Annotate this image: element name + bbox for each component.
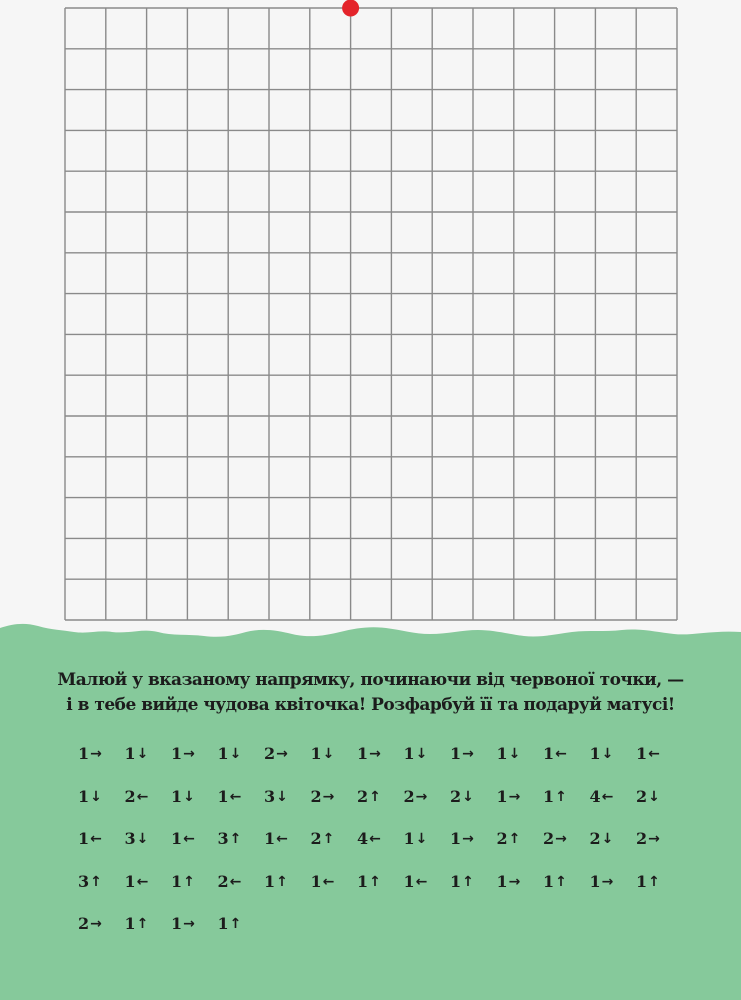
step-count: 2 bbox=[124, 786, 136, 806]
arrow-right-icon: → bbox=[508, 873, 521, 890]
step-count: 2 bbox=[636, 786, 648, 806]
arrow-up-icon: ↑ bbox=[229, 916, 242, 932]
step-item bbox=[125, 786, 172, 808]
step-item bbox=[264, 786, 311, 808]
step-count: 3 bbox=[124, 829, 136, 848]
step-count: 1 bbox=[124, 744, 136, 763]
arrow-right-icon: → bbox=[369, 746, 381, 762]
step-count: 1 bbox=[636, 744, 648, 763]
arrow-left-icon: ← bbox=[136, 873, 149, 890]
step-item bbox=[171, 828, 218, 850]
step-count: 2 bbox=[264, 744, 276, 763]
step-count: 3 bbox=[264, 786, 276, 806]
step-item bbox=[264, 743, 311, 765]
arrow-down-icon: ↓ bbox=[136, 831, 149, 847]
step-count: 1 bbox=[636, 871, 648, 891]
step-count: 1 bbox=[124, 871, 136, 891]
arrow-down-icon: ↓ bbox=[462, 788, 474, 805]
arrow-right-icon: → bbox=[276, 746, 288, 762]
step-count: 3 bbox=[78, 871, 90, 891]
step-count: 2 bbox=[310, 786, 322, 806]
arrow-up-icon: ↑ bbox=[508, 831, 521, 847]
arrow-up-icon: ↑ bbox=[229, 831, 242, 847]
arrow-down-icon: ↓ bbox=[415, 746, 428, 762]
step-item bbox=[125, 913, 172, 935]
step-count: 1 bbox=[543, 871, 555, 891]
step-count: 2 bbox=[217, 871, 229, 891]
step-count: 2 bbox=[543, 829, 555, 848]
step-item bbox=[636, 871, 683, 893]
step-item bbox=[311, 828, 358, 850]
arrow-left-icon: ← bbox=[648, 746, 660, 762]
step-item bbox=[311, 743, 358, 765]
instructions-line-1: Малюй у вказаному напрямку, починаючи від червоної точки, — bbox=[57, 670, 684, 690]
step-item bbox=[636, 786, 683, 808]
arrow-down-icon: ↓ bbox=[136, 746, 149, 762]
arrow-down-icon: ↓ bbox=[648, 788, 660, 805]
step-count: 1 bbox=[543, 786, 555, 806]
step-count: 1 bbox=[589, 744, 601, 763]
arrow-right-icon: → bbox=[322, 788, 335, 805]
arrow-down-icon: ↓ bbox=[601, 831, 614, 847]
step-item bbox=[497, 786, 544, 808]
step-item bbox=[404, 786, 451, 808]
step-count: 4 bbox=[357, 829, 369, 848]
step-count: 1 bbox=[403, 829, 415, 848]
arrow-left-icon: ← bbox=[90, 831, 102, 847]
arrow-up-icon: ↑ bbox=[183, 873, 195, 890]
arrow-up-icon: ↑ bbox=[136, 916, 149, 932]
arrow-up-icon: ↑ bbox=[369, 788, 381, 805]
arrow-up-icon: ↑ bbox=[555, 873, 567, 890]
step-count: 1 bbox=[217, 786, 229, 806]
step-item bbox=[543, 871, 590, 893]
step-item bbox=[590, 786, 637, 808]
step-count: 1 bbox=[124, 914, 136, 933]
step-item bbox=[78, 913, 125, 935]
arrow-right-icon: → bbox=[555, 831, 567, 847]
arrow-right-icon: → bbox=[648, 831, 660, 847]
step-item bbox=[264, 828, 311, 850]
step-count: 1 bbox=[171, 829, 183, 848]
arrow-down-icon: ↓ bbox=[229, 746, 242, 762]
step-count: 1 bbox=[589, 871, 601, 891]
arrow-right-icon: → bbox=[601, 873, 614, 890]
step-count: 1 bbox=[264, 829, 276, 848]
step-count: 1 bbox=[357, 744, 369, 763]
step-item bbox=[590, 828, 637, 850]
arrow-down-icon: ↓ bbox=[322, 746, 335, 762]
step-item bbox=[171, 871, 218, 893]
arrow-left-icon: ← bbox=[369, 831, 381, 847]
step-item bbox=[357, 828, 404, 850]
arrow-down-icon: ↓ bbox=[183, 788, 195, 805]
step-count: 1 bbox=[78, 744, 90, 763]
arrow-left-icon: ← bbox=[229, 873, 242, 890]
step-count: 2 bbox=[357, 786, 369, 806]
arrow-left-icon: ← bbox=[136, 788, 149, 805]
arrow-left-icon: ← bbox=[276, 831, 288, 847]
step-item bbox=[78, 743, 125, 765]
step-item bbox=[171, 743, 218, 765]
step-item bbox=[543, 828, 590, 850]
step-item bbox=[311, 871, 358, 893]
arrow-left-icon: ← bbox=[322, 873, 335, 890]
step-item bbox=[171, 913, 218, 935]
step-item bbox=[450, 786, 497, 808]
step-item bbox=[357, 871, 404, 893]
step-item bbox=[125, 871, 172, 893]
step-item bbox=[404, 871, 451, 893]
arrow-down-icon: ↓ bbox=[415, 831, 428, 847]
step-count: 1 bbox=[217, 744, 229, 763]
step-item bbox=[218, 871, 265, 893]
arrow-up-icon: ↑ bbox=[462, 873, 474, 890]
step-item bbox=[78, 871, 125, 893]
step-item bbox=[404, 828, 451, 850]
step-item bbox=[171, 786, 218, 808]
step-count: 1 bbox=[78, 829, 90, 848]
step-item bbox=[450, 871, 497, 893]
step-item bbox=[636, 743, 683, 765]
arrow-right-icon: → bbox=[462, 831, 474, 847]
arrow-down-icon: ↓ bbox=[601, 746, 614, 762]
step-item bbox=[218, 913, 265, 935]
step-item bbox=[125, 828, 172, 850]
step-count: 2 bbox=[589, 829, 601, 848]
step-count: 1 bbox=[450, 744, 462, 763]
step-count: 3 bbox=[217, 829, 229, 848]
step-item bbox=[590, 743, 637, 765]
step-item bbox=[218, 743, 265, 765]
step-item bbox=[497, 871, 544, 893]
step-count: 1 bbox=[403, 744, 415, 763]
instructions-text bbox=[0, 668, 741, 718]
arrow-left-icon: ← bbox=[601, 788, 614, 805]
arrow-up-icon: ↑ bbox=[322, 831, 335, 847]
step-item bbox=[497, 828, 544, 850]
step-count: 2 bbox=[78, 914, 90, 933]
step-count: 1 bbox=[496, 871, 508, 891]
step-count: 1 bbox=[310, 871, 322, 891]
step-item bbox=[404, 743, 451, 765]
step-count: 1 bbox=[171, 786, 183, 806]
step-count: 1 bbox=[450, 829, 462, 848]
step-count: 2 bbox=[496, 829, 508, 848]
step-count: 1 bbox=[450, 871, 462, 891]
arrow-up-icon: ↑ bbox=[648, 873, 660, 890]
step-item bbox=[543, 743, 590, 765]
step-count: 1 bbox=[217, 914, 229, 933]
arrow-left-icon: ← bbox=[415, 873, 428, 890]
step-count: 1 bbox=[496, 744, 508, 763]
step-item bbox=[78, 828, 125, 850]
step-count: 4 bbox=[589, 786, 601, 806]
step-count: 1 bbox=[171, 914, 183, 933]
arrow-up-icon: ↑ bbox=[369, 873, 381, 890]
step-count: 1 bbox=[78, 786, 90, 806]
step-count: 1 bbox=[171, 744, 183, 763]
arrow-right-icon: → bbox=[508, 788, 521, 805]
step-item bbox=[357, 743, 404, 765]
arrow-up-icon: ↑ bbox=[276, 873, 288, 890]
arrow-right-icon: → bbox=[90, 746, 102, 762]
step-item bbox=[218, 786, 265, 808]
arrow-right-icon: → bbox=[462, 746, 474, 762]
arrow-right-icon: → bbox=[415, 788, 428, 805]
step-count: 2 bbox=[403, 786, 415, 806]
step-count: 1 bbox=[171, 871, 183, 891]
step-item bbox=[543, 786, 590, 808]
step-count: 1 bbox=[403, 871, 415, 891]
step-item bbox=[497, 743, 544, 765]
step-count: 2 bbox=[636, 829, 648, 848]
step-item bbox=[125, 743, 172, 765]
step-count: 1 bbox=[543, 744, 555, 763]
step-item bbox=[590, 871, 637, 893]
arrow-down-icon: ↓ bbox=[276, 788, 288, 805]
step-count: 1 bbox=[264, 871, 276, 891]
step-count: 1 bbox=[310, 744, 322, 763]
arrow-down-icon: ↓ bbox=[90, 788, 102, 805]
step-count: 2 bbox=[450, 786, 462, 806]
direction-steps bbox=[78, 743, 678, 956]
step-item bbox=[264, 871, 311, 893]
arrow-left-icon: ← bbox=[183, 831, 195, 847]
arrow-up-icon: ↑ bbox=[90, 873, 102, 890]
step-count: 2 bbox=[310, 829, 322, 848]
step-item bbox=[636, 828, 683, 850]
arrow-left-icon: ← bbox=[555, 746, 567, 762]
step-item bbox=[311, 786, 358, 808]
arrow-right-icon: → bbox=[90, 916, 102, 932]
step-item bbox=[78, 786, 125, 808]
step-item bbox=[357, 786, 404, 808]
step-count: 1 bbox=[496, 786, 508, 806]
arrow-right-icon: → bbox=[183, 916, 195, 932]
step-item bbox=[450, 743, 497, 765]
arrow-up-icon: ↑ bbox=[555, 788, 567, 805]
start-point-dot bbox=[342, 0, 359, 17]
step-item bbox=[450, 828, 497, 850]
instructions-line-2: і в тебе вийде чудова квіточка! Розфарбуй її та подаруй матусі! bbox=[66, 695, 675, 715]
step-count: 1 bbox=[357, 871, 369, 891]
arrow-down-icon: ↓ bbox=[508, 746, 521, 762]
step-item bbox=[218, 828, 265, 850]
arrow-right-icon: → bbox=[183, 746, 195, 762]
arrow-left-icon: ← bbox=[229, 788, 242, 805]
